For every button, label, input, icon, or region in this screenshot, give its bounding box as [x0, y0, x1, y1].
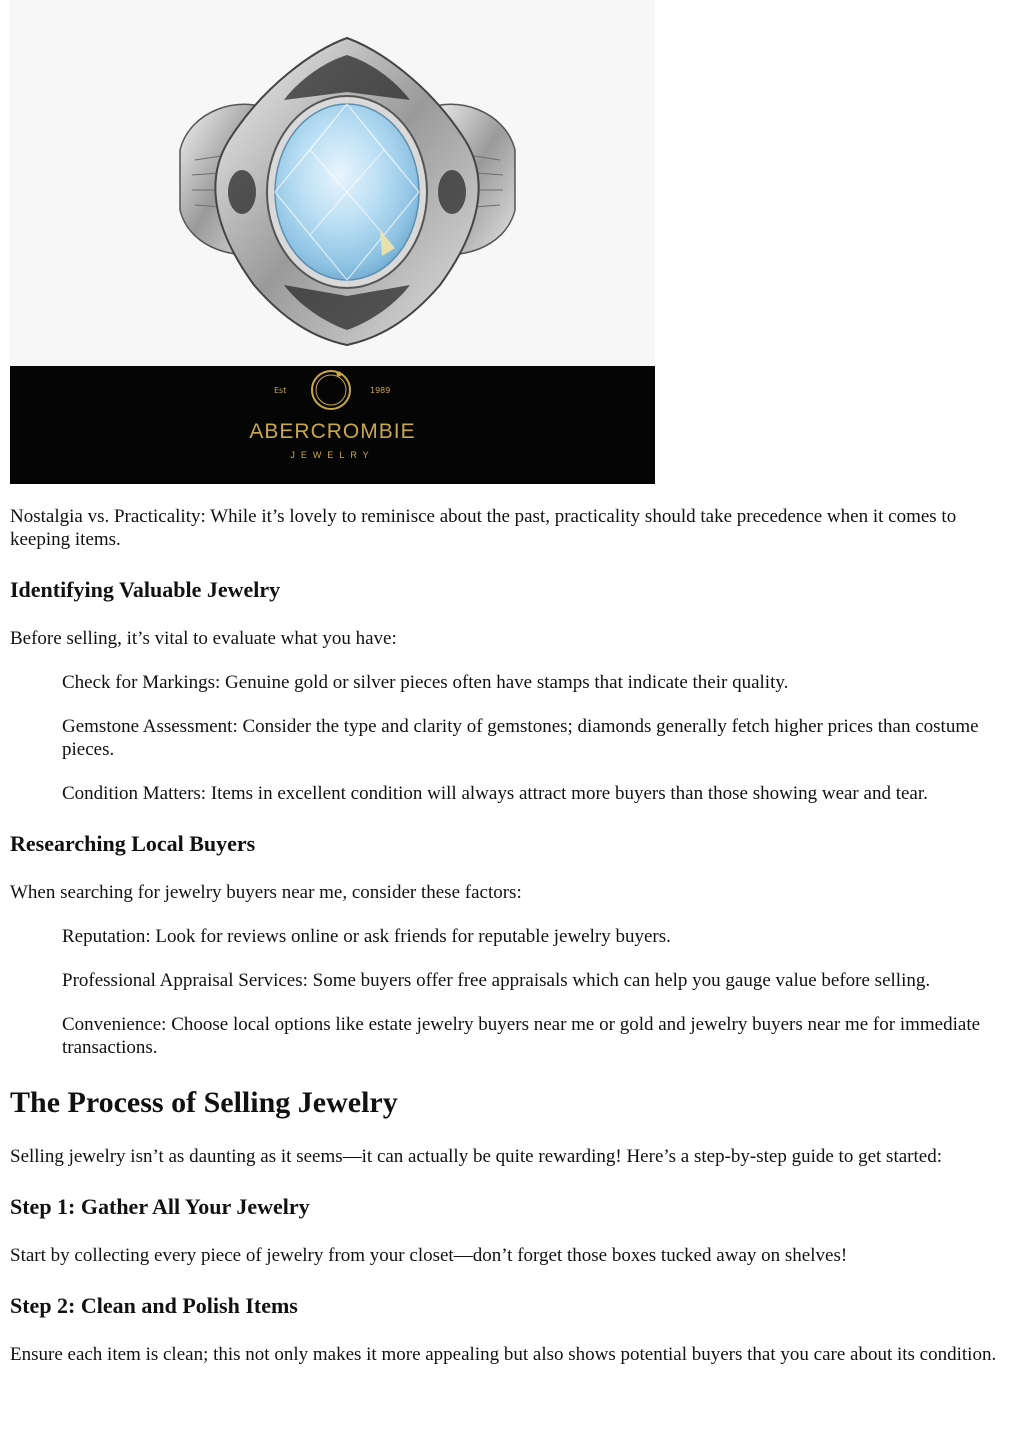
brand-banner [10, 366, 655, 484]
ring-photo [10, 0, 655, 366]
logo-year-label: 1989 [370, 386, 391, 395]
researching-lead: When searching for jewelry buyers near me, consider these factors: [10, 882, 522, 903]
intro-paragraph: Nostalgia vs. Practicality: While it’s lovely to reminisce about the past, practicality should take precedence when it comes to keeping items. [10, 506, 957, 550]
heading-step-2: Step 2: Clean and Polish Items [10, 1293, 298, 1318]
brand-subtitle: JEWELRY [290, 450, 375, 460]
heading-step-1: Step 1: Gather All Your Jewelry [10, 1194, 310, 1219]
list-item: Professional Appraisal Services: Some buyers offer free appraisals which can help you gauge value before selling. [62, 970, 931, 991]
identifying-lead: Before selling, it’s vital to evaluate what you have: [10, 628, 397, 649]
article [10, 0, 1010, 1366]
aquamarine-ring-illustration [10, 0, 655, 366]
hero-image [10, 0, 655, 484]
brand-name: ABERCROMBIE [249, 420, 416, 443]
process-lead: Selling jewelry isn’t as daunting as it seems—it can actually be quite rewarding! Here’s a step-by-step guide to get started: [10, 1146, 942, 1167]
heading-researching-local-buyers: Researching Local Buyers [10, 831, 256, 856]
logo-est-label: Est [274, 386, 287, 395]
ouroboros-logo-icon [309, 368, 353, 412]
heading-process-of-selling-jewelry: The Process of Selling Jewelry [10, 1086, 398, 1119]
identifying-list [10, 671, 1010, 805]
list-item: Reputation: Look for reviews online or ask friends for reputable jewelry buyers. [62, 926, 671, 947]
list-item: Condition Matters: Items in excellent condition will always attract more buyers than those showing wear and tear. [62, 783, 928, 804]
list-item: Check for Markings: Genuine gold or silver pieces often have stamps that indicate their quality. [62, 672, 789, 693]
researching-list [10, 925, 1010, 1059]
list-item: Convenience: Choose local options like estate jewelry buyers near me or gold and jewelry buyers near me for immediate transactions. [62, 1014, 981, 1058]
list-item: Gemstone Assessment: Consider the type and clarity of gemstones; diamonds generally fetch higher prices than costume pieces. [62, 716, 979, 760]
heading-identifying-valuable-jewelry: Identifying Valuable Jewelry [10, 577, 281, 602]
step-2-text: Ensure each item is clean; this not only makes it more appealing but also shows potential buyers that you care about its condition. [10, 1344, 997, 1365]
step-1-text: Start by collecting every piece of jewelry from your closet—don’t forget those boxes tucked away on shelves! [10, 1245, 848, 1266]
